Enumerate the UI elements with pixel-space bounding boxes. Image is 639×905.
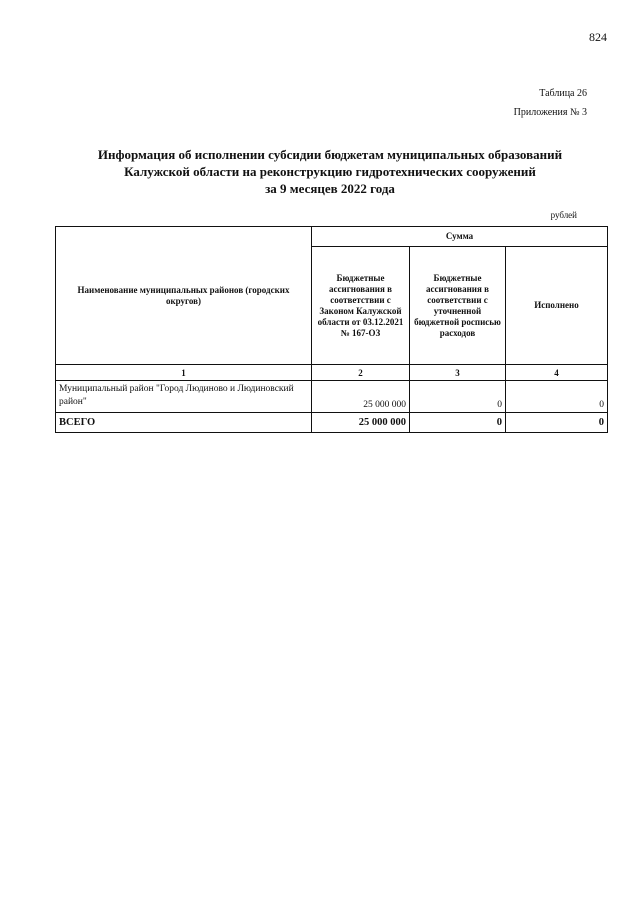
column-number-2: 2 [312,365,410,381]
header-col4: Исполнено [506,247,608,365]
table-ref-line2: Приложения № 3 [513,107,587,118]
row-name: Муниципальный район "Город Людиново и Людиновский район" [56,381,312,413]
total-col2: 25 000 000 [312,413,410,433]
total-name: ВСЕГО [56,413,312,433]
report-table [55,226,608,433]
column-number-3: 3 [410,365,506,381]
unit-label: рублей [550,210,577,220]
header-name: Наименование муниципальных районов (городских округов) [56,227,312,365]
row-col2: 25 000 000 [312,381,410,413]
title-line3: за 9 месяцев 2022 года [265,181,395,196]
row-col4: 0 [506,381,608,413]
column-number-4: 4 [506,365,608,381]
page-number: 824 [589,30,607,44]
total-col4: 0 [506,413,608,433]
title-line1: Информация об исполнении субсидии бюджетам муниципальных образований [97,147,563,162]
table-ref-line1: Таблица 26 [539,88,587,99]
column-numbers-row [56,365,608,381]
header-col2: Бюджетные ассигнования в соответствии с Законом Калужской области от 03.12.2021 № 167-ОЗ [312,247,410,365]
header-col3: Бюджетные ассигнования в соответствии с уточненной бюджетной росписью расходов [410,247,506,365]
column-number-1: 1 [56,365,312,381]
row-col3: 0 [410,381,506,413]
document-title [60,146,600,197]
total-col3: 0 [410,413,506,433]
table-row [56,381,608,413]
title-line2: Калужской области на реконструкцию гидротехнических сооружений [124,164,536,179]
header-sum-group: Сумма [312,227,608,247]
total-row [56,413,608,433]
